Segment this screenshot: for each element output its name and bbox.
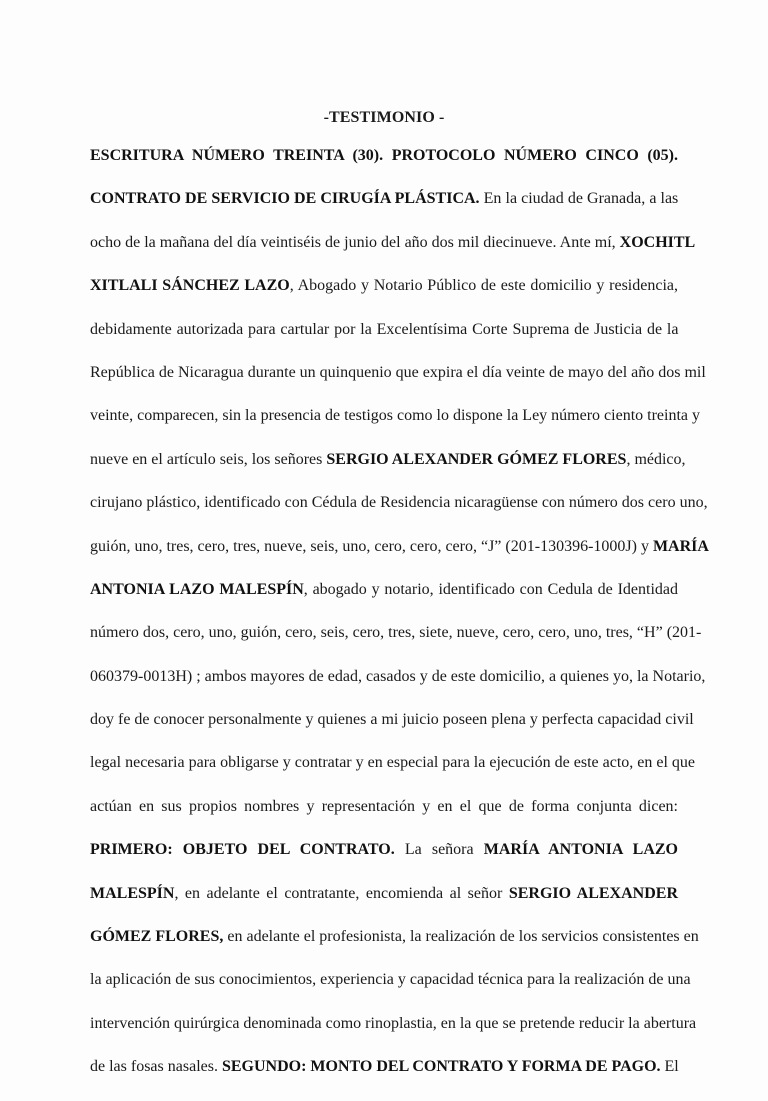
text-run: ocho de la mañana del día veintiséis de junio del año dos mil diecinueve. Ante mí, [90,233,620,251]
text-line [90,320,678,363]
bold-text-run: SEGUNDO: MONTO DEL CONTRATO Y FORMA DE PAGO. [221,1058,661,1076]
text-line [90,1014,697,1057]
text-run: legal necesaria para obligarse y contratar y en especial para la ejecución de este acto, en el que [90,754,696,772]
bold-text-run: ESCRITURA NÚMERO TREINTA (30). PROTOCOLO NÚMERO CINCO (05). [90,147,678,164]
text-line [90,1057,678,1100]
text-line [90,710,694,753]
bold-text-run: XOCHITL [619,233,696,251]
text-run: nueve en el artículo seis, los señores [90,450,327,468]
text-line [90,406,701,449]
text-run: El [660,1058,679,1076]
bold-text-run: CONTRATO DE SERVICIO DE CIRUGÍA PLÁSTICA. [90,190,480,208]
bold-text-run: SERGIO ALEXANDER GÓMEZ FLORES [326,450,627,468]
text-line [90,363,706,406]
text-line [90,970,691,1013]
text-run: cirujano plástico, identificado con Cédula de Residencia nicaragüense con número dos cero uno, [90,494,708,512]
bold-text-run: MARÍA ANTONIA LAZO [483,841,678,859]
text-line [90,797,678,840]
text-line [90,233,696,276]
text-run: En la ciudad de Granada, a las [479,190,679,208]
bold-text-run: MALESPÍN [90,884,175,902]
text-line [90,623,702,666]
text-run: , en adelante el contratante, encomienda al señor [174,884,509,902]
text-run: número dos, cero, uno, guión, cero, seis, cero, tres, siete, nueve, cero, cero, uno, tres, “H” (201- [90,624,702,642]
text-line [90,276,678,319]
text-line [90,580,678,623]
bold-text-run: PRIMERO: OBJETO DEL CONTRATO. [90,841,395,859]
text-line [90,493,708,536]
text-run: en adelante el profesionista, la realización de los servicios consistentes en [223,928,699,946]
text-run: de las fosas nasales. [90,1058,222,1076]
text-line [90,753,696,796]
text-run: debidamente autorizada para cartular por la Excelentísima Corte Suprema de Justicia de la [90,320,679,338]
text-run: intervención quirúrgica denominada como rinoplastia, en la que se pretende reducir la abertura [90,1014,697,1032]
text-run: veinte, comparecen, sin la presencia de testigos como lo dispone la Ley número ciento treinta y [90,407,701,425]
document-body [90,146,709,1101]
bold-text-run: XITLALI SÁNCHEZ LAZO [90,277,290,295]
text-run: doy fe de conocer personalmente y quienes a mi juicio poseen plena y perfecta capacidad civil [90,711,694,729]
bold-text-run: SERGIO ALEXANDER [508,884,678,902]
text-line [90,537,709,580]
text-run: , médico, [626,450,686,468]
bold-text-run: ANTONIA LAZO MALESPÍN [90,580,304,598]
document-title: -TESTIMONIO - [323,109,445,126]
bold-text-run: MARÍA [652,537,709,555]
text-line [90,146,678,189]
text-run: actúan en sus propios nombres y representación y en el que de forma conjunta dicen: [90,797,678,815]
text-run: , abogado y notario, identificado con Cedula de Identidad [303,580,678,598]
text-line [90,927,699,970]
text-run: República de Nicaragua durante un quinquenio que expira el día veinte de mayo del año dos mil [90,363,706,381]
text-line [90,884,678,927]
text-run: La señora [394,841,484,859]
text-run: 060379-0013H) ; ambos mayores de edad, casados y de este domicilio, a quienes yo, la Notario, [90,667,706,685]
text-run: la aplicación de sus conocimientos, experiencia y capacidad técnica para la realización de una [90,971,691,989]
text-line [90,840,678,883]
text-line [90,450,686,493]
text-line [90,667,706,710]
text-run: , Abogado y Notario Público de este domicilio y residencia, [289,277,678,295]
text-line [90,189,678,232]
text-run: guión, uno, tres, cero, tres, nueve, seis, uno, cero, cero, cero, “J” (201-130396-1000J) y [90,537,653,555]
bold-text-run: GÓMEZ FLORES, [90,928,224,946]
